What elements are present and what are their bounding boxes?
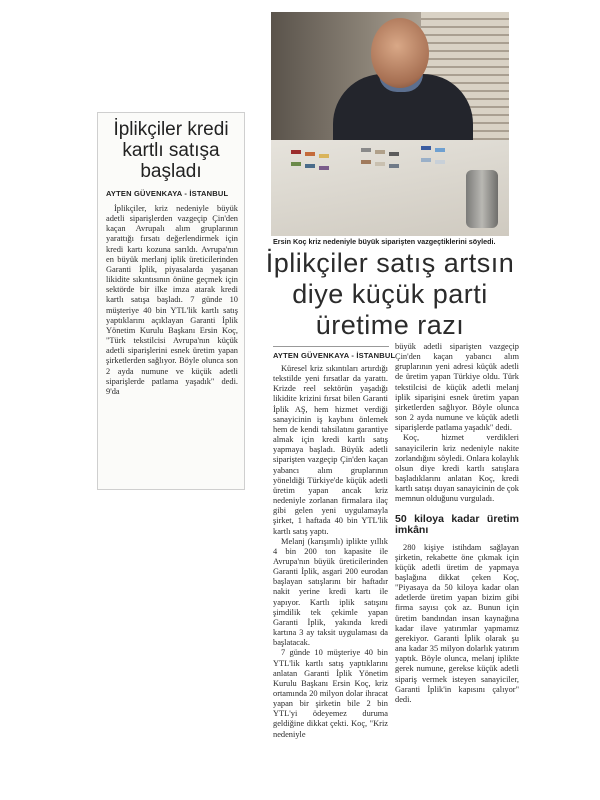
right-news-clipping bbox=[265, 8, 523, 798]
article-paragraph: 280 kişiye istihdam sağlayan şirketin, rekabette öne çıkmak için küçük adetli üretim de yapmaya başlağına dikkat çeken Koç, "Piyasaya da 50 kiloya kadar olan adetlerde üretim yapan bizim gibi firma sayısı çok az. Bunun için üretim bandından insan kaynağına kadar ilave yatırımlar yapmamız gerekiyor. Garanti İplik olarak şu ana kadar 35 milyon dolarlık yatırım yaptık. Böyle olunca, melanj iplikte gerek numune, gerekse küçük adetli sipariş vermek isteyen sanayiciler, Garanti İplik'in kapısını çalıyor" dedi. bbox=[395, 542, 519, 704]
article-subheading: 50 kiloya kadar üretim imkânı bbox=[395, 512, 519, 536]
left-headline: İplikçiler kredi kartlı satışa başladı bbox=[113, 119, 229, 182]
yarn-spool bbox=[466, 170, 498, 228]
photo-caption: Ersin Koç kriz nedeniyle büyük siparişten vazgeçtiklerini söyledi. bbox=[273, 237, 496, 246]
article-photo bbox=[271, 12, 509, 236]
left-body-paragraph: İplikçiler, kriz nedeniyle büyük adetli siparişlerden vazgeçip Çin'den kaçan Avrupalı alım gruplarının yarattığı fırsatı değerlendirmek için kredi kartı kozuna sarıldı. Avrupa'nın en büyük merlanj iplik üreticilerinden Garanti İplik, piyasalarda yaşanan likidite sıkıntısının önüne geçmek için sektörde bir ilke imza atarak kredi kartlı satışa başladı. 7 günde 10 müşteriye 40 bin YTL'lik kartlı satış yaptıklarını açıklayan Garanti İplik Yönetim Kurulu Başkanı Ersin Koç, "Türk tekstilcisi Avrupa'nın küçük adetli siparişlerini esnek üretim yapan şirketlerden sağlıyor. Böyle olunca son 2 ayda numune ve küçük adetli siparişlerde patlama yaşadık" dedi. 9'da bbox=[106, 204, 238, 396]
right-byline: AYTEN GÜVENKAYA - İSTANBUL bbox=[273, 351, 396, 360]
article-column-2 bbox=[395, 342, 519, 705]
left-byline: AYTEN GÜVENKAYA - İSTANBUL bbox=[106, 189, 229, 198]
article-column-1 bbox=[273, 364, 388, 740]
main-headline: İplikçiler satış artsın diye küçük parti üretime razı bbox=[265, 248, 515, 340]
left-news-clipping bbox=[97, 112, 245, 490]
article-paragraph: Küresel kriz sıkıntıları artırdığı tekstilde yeni fırsatlar da yarattı. Krizde reel sektörün yaşadığı likidite krizini fırsat bilen Garanti İplik AŞ, hem hizmet verdiği sanayicinin iş kaybını önlemek hem de kendi tahsilatını garantiye almak için kredi kartlı satış yapmaya başladı. Büyük adetli siparişten vazgeçip Çin'den kaçan yabancı alım gruplarının yöneldiği Türkiye'de küçük adetli üretim yapan ancak kriz nedeniyle zorlanan firmalara ilaç gibi gelen yeni uygulamayla şirket, 1 haftada 40 bin YTL'lik kartlı satış yaptı. bbox=[273, 364, 388, 536]
left-body bbox=[106, 204, 238, 397]
article-paragraph: Melanj (karışımlı) iplikte yıllık 4 bin 200 ton kapasite ile Avrupa'nın büyük üreticilerinden Garanti İplik, asgari 200 eurodan başlayan satışlarını bir haftadır nakit yerine kredi kartı ile yapıyor. Kartlı iplik satışını şimdilik tek çekimle yapan Garanti İplik, yakında kredi kartına 3 ay taksit uygulaması da başlatacak. bbox=[273, 536, 388, 648]
article-paragraph: 7 günde 10 müşteriye 40 bin YTL'lik kartlı satış yaptıklarını anlatan Garanti İplik Yönetim Kurulu Başkanı Ersin Koç, kriz ortamında 20 milyon dolar ihracat yapan bir şirketin bile 2 bin YTL'yi ödeyemez duruma geldiğine dikkat çekti. Koç, "Kriz nedeniyle bbox=[273, 648, 388, 739]
article-paragraph: Koç, hizmet verdikleri sanayicilerin kriz nedeniyle nakite zorlandığını söyledi. Onlara kolaylık olsun diye kredi kartlı satışlara başladıklarını anlatan Koç, kredi kartlı satışı duyan sanayicinin de çok memnun olduğunu vurguladı. bbox=[395, 433, 519, 504]
article-paragraph: büyük adetli siparişten vazgeçip Çin'den kaçan yabancı alım gruplarının yeni adresi küçük adetli de üretim yapan Türkiye oldu. Türk tekstilcisi de küçük adetli melanj iplik siparişini esnek üretim yapan şirketlerden sağlıyor. Böyle olunca son 2 ayda numune ve küçük adetli siparişlerde patlama yaşadık" dedi. bbox=[395, 342, 519, 433]
